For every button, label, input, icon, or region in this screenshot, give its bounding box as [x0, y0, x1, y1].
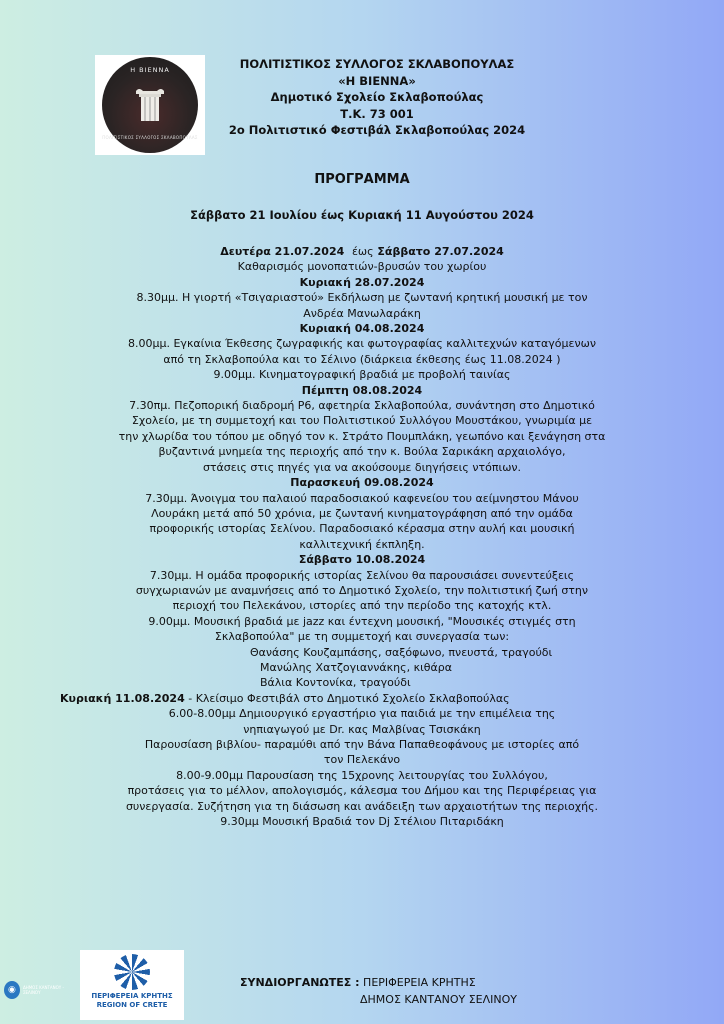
day-connector: έως: [351, 245, 374, 258]
event-text: προφορικής ιστορίας Σελίνου. Παραδοσιακό κέρασμα στην αυλή και μουσική: [149, 522, 575, 536]
event-text: Λουράκη μετά από 50 χρόνια, με ζωντανή κινηματογράφηση από την ομάδα: [151, 506, 573, 520]
day-date: Παρασκευή 09.08.2024: [290, 476, 434, 490]
event-text: προτάσεις για το μέλλον, απολογισμός, κάλεσμα του Δήμου και της Περιφέρειας για: [127, 784, 597, 798]
event-text: Καθαρισμός μονοπατιών-βρυσών του χωρίου: [237, 260, 487, 274]
event-text: 8.00μμ. Εγκαίνια Έκθεσης ζωγραφικής και φωτογραφίας καλλιτεχνών καταγόμενων: [128, 337, 596, 351]
event-text: Σκλαβοπούλα" με τη συμμετοχή και συνεργασία των:: [214, 630, 510, 644]
event-text: τον Πελεκάνο: [323, 753, 401, 767]
musician-line: Μανώλης Χατζογιαννάκης, κιθάρα: [260, 660, 453, 674]
municipality-logo-text: ΔΗΜΟΣ ΚΑΝΤΑΝΟΥ - ΣΕΛΙΝΟΥ: [22, 985, 64, 995]
program-content: [60, 244, 664, 829]
co-organizers: [240, 974, 517, 1008]
event-text: περιοχή του Πελεκάνου, ιστορίες από την περίοδο της κατοχής κτλ.: [172, 599, 552, 613]
header-line-2: «Η ΒΙΕΝΝΑ»: [338, 73, 416, 88]
event-text: 8.00-9.00μμ Παρουσίαση της 15χρονης λειτουργίας του Συλλόγου,: [176, 768, 548, 782]
day-heading: [60, 321, 664, 336]
region-of-crete-logo: [80, 950, 184, 1020]
day-date: Πέμπτη 08.08.2024: [301, 383, 423, 397]
event-text: στάσεις στις πηγές για να ακούσουμε διηγήσεις ντόπιων.: [202, 460, 522, 474]
co-organizer: ΔΗΜΟΣ ΚΑΝΤΑΝΟΥ ΣΕΛΙΝΟΥ: [360, 993, 517, 1006]
event-text: βυζαντινά μνημεία της περιοχής από την κ. Βούλα Σαρικάκη αρχαιολόγο,: [158, 445, 566, 459]
day-date: Σάββατο 27.07.2024: [377, 245, 504, 258]
municipality-emblem-icon: ◉: [4, 981, 20, 999]
event-text: Παρουσίαση βιβλίου- παραμύθι από την Βάνα Παπαθεοφάνους με ιστορίες από: [144, 738, 580, 751]
program-title: ΠΡΟΓΡΑΜΜΑ: [314, 172, 410, 187]
musician-line: Θανάσης Κουζαμπάσης, σαξόφωνο, πνευστά, τραγούδι: [250, 645, 553, 659]
event-text: από τη Σκλαβοπούλα και το Σέλινο (διάρκεια έκθεσης έως 11.08.2024 ): [163, 352, 561, 366]
event-text: 7.30μμ. Η ομάδα προφορικής ιστορίας Σελίνου θα παρουσιάσει συνεντεύξεις: [149, 568, 575, 582]
day-description: - Κλείσιμο Φεστιβάλ στο Δημοτικό Σχολείο Σκλαβοπούλας: [184, 691, 510, 705]
day-heading: [60, 275, 664, 290]
day-heading: [60, 552, 664, 567]
header-line-3: Δημοτικό Σχολείο Σκλαβοπούλας: [270, 90, 484, 104]
event-text: 7.30μμ. Άνοιγμα του παλαιού παραδοσιακού καφενείου του αείμνηστου Μάνου: [145, 491, 579, 505]
header-line-5: 2ο Πολιτιστικό Φεστιβάλ Σκλαβοπούλας 2024: [228, 123, 526, 137]
region-name-en: REGION OF CRETE: [96, 1001, 168, 1009]
event-text: συγχωριανών με αναμνήσεις από το Δημοτικό Σχολείο, την πολιτιστική ζωή στην: [135, 583, 589, 597]
event-text: συνεργασία. Συζήτηση για τη διάσωση και ανάδειξη των αρχαιοτήτων της περιοχής.: [125, 799, 599, 813]
header-line-4: Τ.Κ. 73 001: [340, 106, 414, 121]
event-text: 9.00μμ. Κινηματογραφική βραδιά με προβολή ταινίας: [213, 368, 511, 382]
day-heading: [60, 244, 664, 259]
day-date: Σάββατο 10.08.2024: [298, 553, 426, 567]
event-text: 7.30πμ. Πεζοπορική διαδρομή Ρ6, αφετηρία Σκλαβοπούλα, συνάντηση στο Δημοτικό: [129, 399, 595, 413]
header: [0, 56, 724, 139]
day-heading: [60, 475, 664, 490]
day-heading: [60, 383, 664, 398]
event-text: 9.30μμ Μουσική Βραδιά τον Dj Στέλιου Πιταριδάκη: [220, 815, 504, 829]
event-text: 6.00-8.00μμ Δημιουργικό εργαστήριο για παιδιά με την επιμέλεια της: [168, 707, 556, 721]
day-date: Κυριακή 04.08.2024: [299, 322, 425, 336]
co-organizer: ΠΕΡΙΦΕΡΕΙΑ ΚΡΗΤΗΣ: [363, 976, 476, 989]
co-organizers-label: ΣΥΝΔΙΟΡΓΑΝΩΤΕΣ :: [240, 976, 360, 989]
event-text: 8.30μμ. Η γιορτή «Τσιγαριαστού» Εκδήλωση με ζωντανή κρητική μουσική με τον: [136, 291, 588, 305]
header-line-1: ΠΟΛΙΤΙΣΤΙΚΟΣ ΣΥΛΛΟΓΟΣ ΣΚΛΑΒΟΠΟΥΛΑΣ: [239, 57, 515, 71]
logo-bottom-text: ΠΟΛΙΤΙΣΤΙΚΟΣ ΣΥΛΛΟΓΟΣ ΣΚΛΑΒΟΠΟΥΛΑΣ: [102, 135, 198, 140]
day-heading: [60, 691, 664, 706]
musician-line: Βάλια Κοντονίκα, τραγούδι: [260, 676, 411, 690]
municipality-logo: [4, 976, 76, 1004]
event-text: καλλιτεχνική έκπληξη.: [299, 537, 425, 551]
event-text: Σχολείο, με τη συμμετοχή και του Πολιτιστικού Συλλόγου Μουστάκου, γνωριμία με: [131, 414, 593, 428]
day-date: Κυριακή 28.07.2024: [299, 275, 425, 289]
event-text: νηπιαγωγού με Dr. κας Μαλβίνας Τσισκάκη: [243, 722, 481, 736]
event-text: Ανδρέα Μανωλαράκη: [303, 306, 421, 320]
event-text: την χλωρίδα του τόπου με οδηγό τον κ. Στράτο Πουμπλάκη, γεωπόνο και ξενάγηση στα: [118, 429, 606, 443]
event-text: 9.00μμ. Μουσική βραδιά με jazz και έντεχνη μουσική, "Μουσικές στιγμές στη: [148, 614, 576, 628]
day-date: Κυριακή 11.08.2024: [60, 691, 185, 705]
logo-ring-text: Η ΒΙΕΝΝΑ: [130, 66, 170, 74]
day-date: Δευτέρα 21.07.2024: [220, 245, 345, 258]
region-seal-icon: [114, 954, 150, 990]
region-name-gr: ΠΕΡΙΦΕΡΕΙΑ ΚΡΗΤΗΣ: [91, 992, 173, 1000]
festival-period: Σάββατο 21 Ιουλίου έως Κυριακή 11 Αυγούστου 2024: [190, 208, 534, 222]
